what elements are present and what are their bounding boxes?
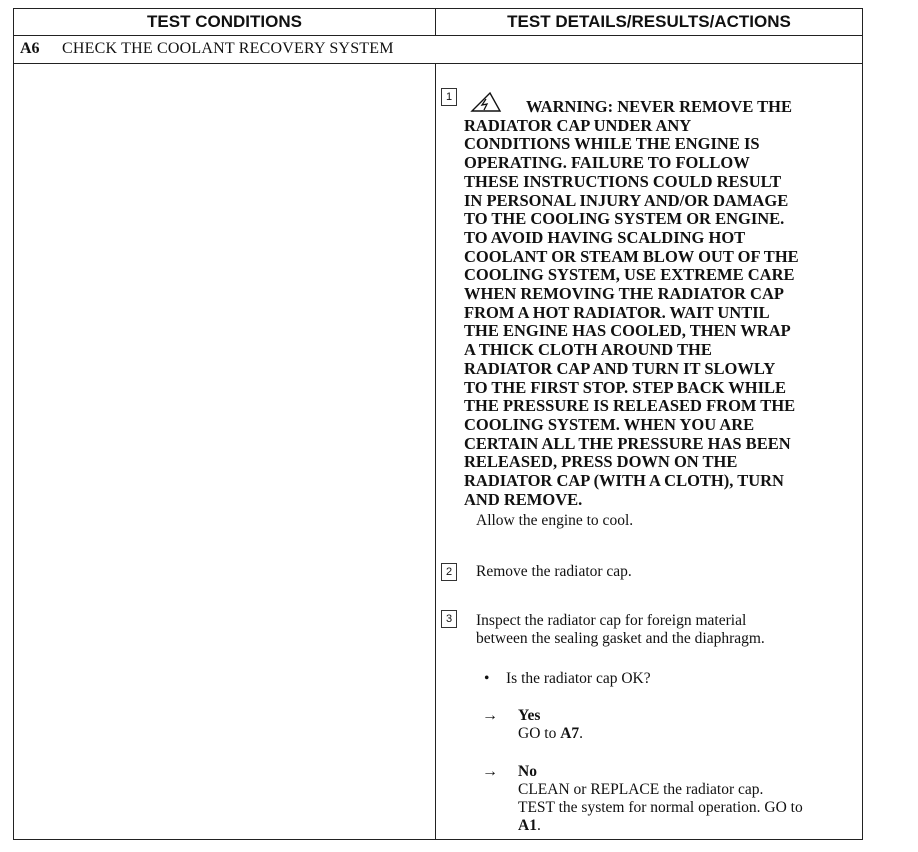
section-title: CHECK THE COOLANT RECOVERY SYSTEM — [62, 40, 394, 57]
no-action-line1: CLEAN or REPLACE the radiator cap. — [518, 781, 764, 798]
test-conditions-column — [14, 64, 436, 839]
step-3-text-line2: between the sealing gasket and the diaphragm. — [476, 630, 765, 647]
yes-action-suffix: . — [579, 725, 584, 742]
section-row — [14, 35, 862, 64]
warning-body: WARNING: NEVER REMOVE THE RADIATOR CAP UNDER ANY CONDITIONS WHILE THE ENGINE IS OPERATING. FAILURE TO FOLLOW THESE INSTRUCTIONS COULD RESULT IN PERSONAL INJURY AND/OR DAMAGE TO THE COOLING SYSTEM OR ENGINE. TO AVOID HAVING SCALDING HOT COOLANT OR STEAM BLOW OUT OF THE COOLING SYSTEM, USE EXTREME CARE WHEN REMOVING THE RADIATOR CAP FROM A HOT RADIATOR. WAIT UNTIL THE ENGINE HAS COOLED, THEN WRAP A THICK CLOTH AROUND THE RADIATOR CAP AND TURN IT SLOWLY TO THE FIRST STOP. STEP BACK WHILE THE PRESSURE IS RELEASED FROM THE COOLING SYSTEM. WHEN YOU ARE CERTAIN ALL THE PRESSURE HAS BEEN RELEASED, PRESS DOWN ON THE RADIATOR CAP (WITH A CLOTH), TURN AND REMOVE. — [464, 97, 799, 509]
question-text: Is the radiator cap OK? — [506, 670, 651, 687]
header-test-details: TEST DETAILS/RESULTS/ACTIONS — [507, 12, 791, 31]
step-3-text-line1: Inspect the radiator cap for foreign material — [476, 612, 747, 629]
section-code: A6 — [20, 40, 40, 57]
yes-label: Yes — [518, 707, 541, 724]
no-target-link[interactable]: A1 — [518, 817, 537, 834]
yes-action — [518, 725, 583, 743]
bullet-icon: • — [484, 670, 490, 687]
yes-arrow-icon: → — [482, 707, 498, 724]
step-number-2: 2 — [441, 563, 457, 581]
no-action-suffix: . — [536, 817, 541, 834]
step-number-3: 3 — [441, 610, 457, 628]
yes-action-prefix: GO to — [518, 725, 561, 742]
yes-target-link[interactable]: A7 — [560, 725, 580, 742]
warning-text — [464, 98, 859, 509]
header-test-conditions: TEST CONDITIONS — [14, 9, 436, 35]
no-action-line2: TEST the system for normal operation. GO to — [518, 799, 803, 816]
no-label: No — [518, 763, 537, 780]
step-number-1: 1 — [441, 88, 457, 106]
step-2-text: Remove the radiator cap. — [476, 563, 632, 580]
no-arrow-icon: → — [482, 763, 498, 780]
table-header — [14, 9, 862, 36]
step-1-text: Allow the engine to cool. — [476, 512, 634, 529]
no-action-line3 — [518, 817, 541, 835]
